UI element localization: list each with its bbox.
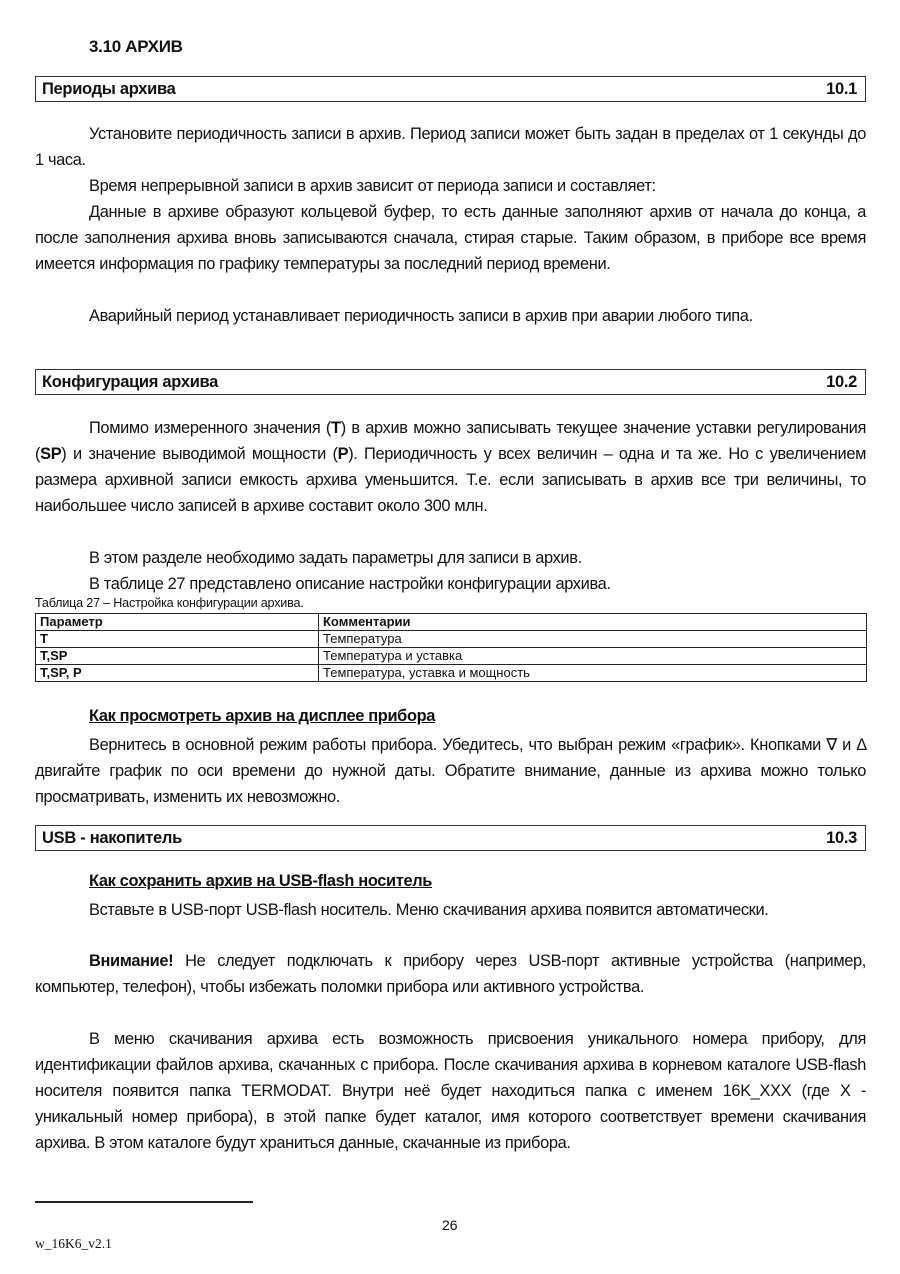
table-caption: Таблица 27 – Настройка конфигурации архива. (35, 596, 304, 610)
subheading-save-archive: Как сохранить архив на USB-flash носитель (89, 872, 433, 890)
paragraph (35, 1026, 866, 1156)
paragraph-text: Аварийный период устанавливает периодичность записи в архив при аварии любого типа. (89, 307, 753, 325)
paragraph (35, 571, 866, 597)
text-run: и (836, 736, 857, 754)
paragraph (35, 545, 866, 571)
paragraph-text: В этом разделе необходимо задать параметры для записи в архив. (89, 549, 582, 567)
section-number: 10.1 (826, 79, 857, 98)
paragraph-text: Установите периодичность записи в архив. Период записи может быть задан в пределах от 1 секунды до 1 часа. (35, 125, 866, 169)
text-run: Вернитесь в основной режим работы прибора. Убедитесь, что выбран режим «график». Кнопками (89, 736, 827, 754)
table-cell: T,SP (36, 648, 319, 665)
bold-term: T (331, 419, 341, 437)
table-row (36, 665, 867, 682)
document-code: w_16K6_v2.1 (35, 1236, 112, 1251)
section-header-usb-drive (35, 825, 866, 851)
subheading-view-archive: Как просмотреть архив на дисплее прибора (89, 707, 436, 725)
table-row (36, 648, 867, 665)
paragraph (35, 199, 866, 277)
table-cell: T,SP, P (36, 665, 319, 682)
text-run: ). Периодичность у всех величин – одна и та же. Но с увеличением размера архивной записи емкость архива уменьшится. Т.е. если записывать в архив все три величины, то наибольшее число записей в архиве составит около 300 млн. (35, 445, 866, 515)
text-run: ) и значение выводимой мощности ( (61, 445, 338, 463)
paragraph-text: Время непрерывной записи в архив зависит от периода записи и составляет: (89, 177, 656, 195)
paragraph (35, 173, 866, 199)
section-title: USB - накопитель (42, 828, 182, 847)
table-row (36, 631, 867, 648)
bold-term: SP (40, 445, 62, 463)
section-number: 10.2 (826, 372, 857, 391)
section-header-archive-config (35, 369, 866, 395)
text-run: Помимо измеренного значения ( (89, 419, 332, 437)
section-number: 10.3 (826, 828, 857, 847)
paragraph (35, 121, 866, 173)
section-header-archive-periods (35, 76, 866, 102)
column-header: Комментарии (319, 614, 867, 631)
paragraph (35, 732, 866, 810)
paragraph-text: В таблице 27 представлено описание настройки конфигурации архива. (89, 575, 611, 593)
paragraph-text: Данные в архиве образуют кольцевой буфер, то есть данные заполняют архив от начала до конца, а после заполнения архива вновь записываются сначала, стирая старые. Таким образом, в приборе все время имеется информация по графику температуры за последний период времени. (35, 203, 866, 273)
chapter-title: 3.10 АРХИВ (89, 37, 183, 56)
text-run: двигайте график по оси времени до нужной даты. Обратите внимание, данные из архива можно только просматривать, изменить их невозможно. (35, 762, 866, 806)
bold-term: P (337, 445, 349, 463)
column-header: Параметр (36, 614, 319, 631)
archive-config-table (35, 613, 867, 682)
paragraph-text: В меню скачивания архива есть возможность присвоения уникального номера прибору, для идентификации файлов архива, скачанных с прибора. После скачивания архива в корневом каталоге USB-flash носителя появится папка TERMODAT. Внутри неё будет находиться папка с именем 16K_XXX (где X - уникальный номер прибора), в этой папке будет каталог, имя которого соответствует времени скачивания архива. В этом каталоге будут храниться данные, скачанные из прибора. (35, 1030, 866, 1152)
text-run: ) в архив можно записывать текущее значение уставки регулирования ( (35, 419, 866, 463)
table-header-row (36, 614, 867, 631)
page-number: 26 (442, 1217, 458, 1233)
paragraph-text: Вставьте в USB-порт USB-flash носитель. Меню скачивания архива появится автоматически. (89, 901, 769, 919)
table-cell: Температура (319, 631, 867, 648)
table-cell: Температура, уставка и мощность (319, 665, 867, 682)
down-triangle-icon: ∇ (826, 736, 837, 754)
paragraph (35, 415, 866, 519)
section-title: Конфигурация архива (42, 372, 219, 391)
paragraph (35, 897, 866, 923)
warning-paragraph (35, 948, 866, 1000)
table-cell: Температура и уставка (319, 648, 867, 665)
paragraph (35, 303, 866, 329)
table-cell: T (36, 631, 319, 648)
section-title: Периоды архива (42, 79, 176, 98)
footnote-divider (35, 1201, 253, 1203)
paragraph-text: Не следует подключать к прибору через USB-порт активные устройства (например, компьютер, телефон), чтобы избежать поломки прибора или активного устройства. (35, 952, 866, 996)
warning-label: Внимание! (89, 952, 174, 970)
up-triangle-icon: Δ (856, 736, 866, 754)
